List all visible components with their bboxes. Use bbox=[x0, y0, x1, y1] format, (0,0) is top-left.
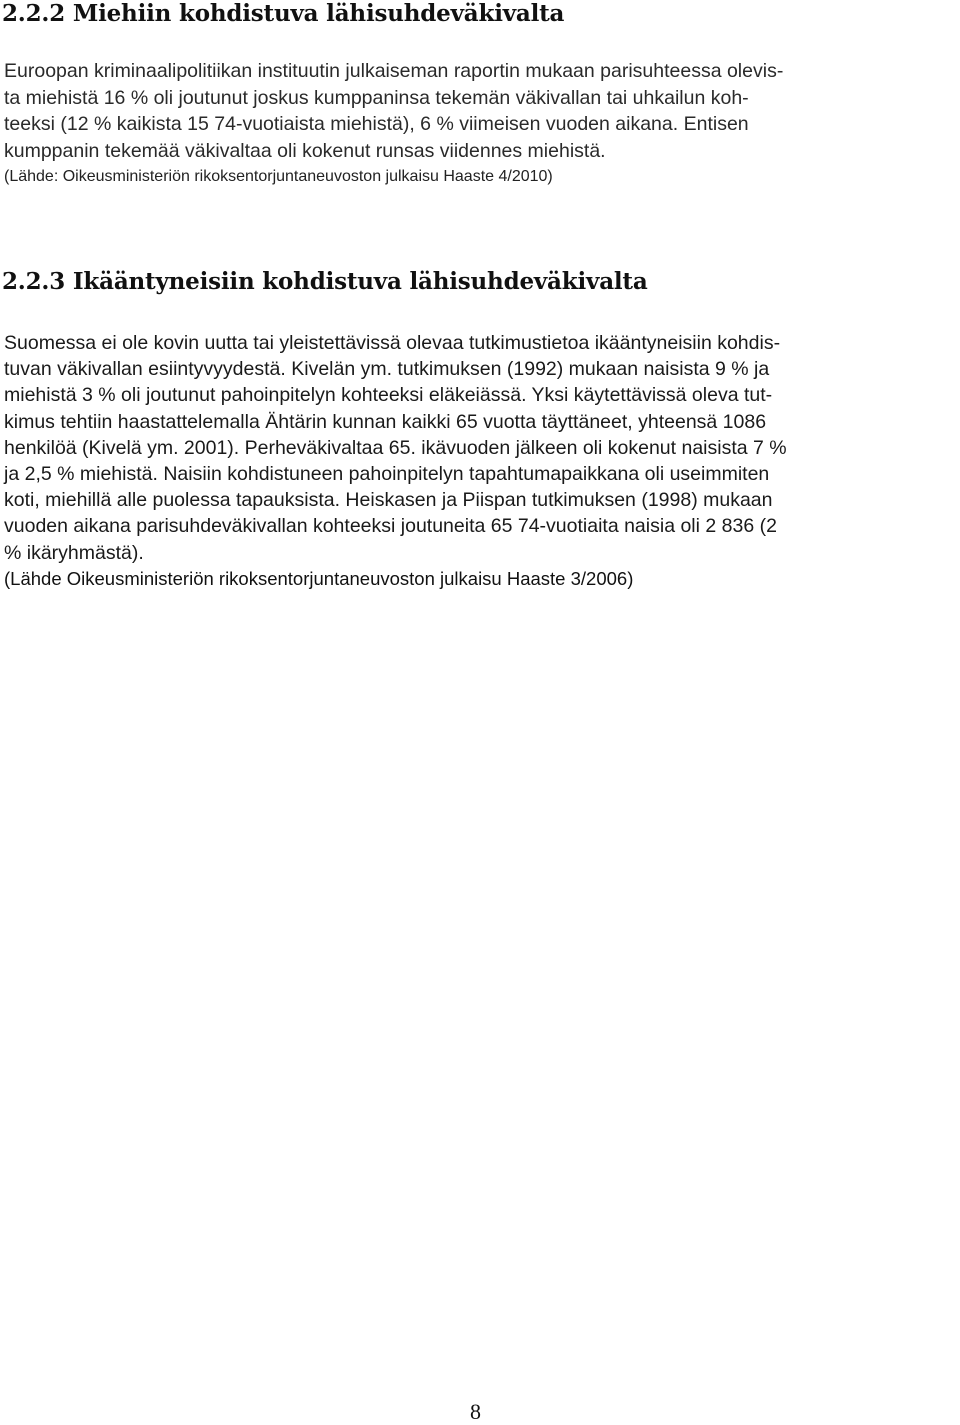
source-citation: (Lähde Oikeusministeriön rikoksentorjuntaneuvoston julkaisu Haaste 3/2006) bbox=[4, 567, 634, 589]
paragraph-line: Suomessa ei ole kovin uutta tai yleistettävissä olevaa tutkimustietoa ikääntyneisiin kohdis- bbox=[4, 332, 781, 354]
paragraph-line: vuoden aikana parisuhdeväkivallan kohteeksi joutuneita 65 74-vuotiaita naisia oli 2 836 (2 bbox=[4, 515, 777, 538]
paragraph-miehiin-kohdistuva bbox=[4, 58, 783, 191]
paragraph-line: teeksi (12 % kaikista 15 74-vuotiaista miehistä), 6 % viimeisen vuoden aikana. Entisen bbox=[4, 113, 749, 135]
paragraph-line: % ikäryhmästä). bbox=[4, 541, 144, 564]
section-heading-2-2-3: 2.2.3 Ikääntyneisiin kohdistuva lähisuhdeväkivalta bbox=[2, 268, 648, 295]
paragraph-line: kumppanin tekemää väkivaltaa oli kokenut runsas viidennes miehistä. bbox=[4, 139, 606, 162]
page-number: 8 bbox=[470, 1399, 481, 1424]
paragraph-line: miehistä 3 % oli joutunut pahoinpitelyn kohteeksi eläkeiässä. Yksi käytettävissä oleva tut- bbox=[4, 384, 773, 407]
paragraph-line: henkilöä (Kivelä ym. 2001). Perheväkivaltaa 65. ikävuoden jälkeen oli kokenut naisista 7 % bbox=[4, 436, 787, 459]
paragraph-line: kimus tehtiin haastattelemalla Ähtärin kunnan kaikki 65 vuotta täyttäneet, yhteensä 1086 bbox=[4, 410, 767, 433]
paragraph-line: ta miehistä 16 % oli joutunut joskus kumppaninsa tekemän väkivallan tai uhkailun koh- bbox=[4, 86, 749, 109]
paragraph-line: koti, miehillä alle puolessa tapauksista. Heiskasen ja Piispan tutkimuksen (1998) mukaan bbox=[4, 489, 773, 512]
paragraph-line: ja 2,5 % miehistä. Naisiin kohdistuneen pahoinpitelyn tapahtumapaikkana oli useimmiten bbox=[4, 463, 770, 486]
section-heading-2-2-2: 2.2.2 Miehiin kohdistuva lähisuhdeväkivalta bbox=[2, 0, 565, 27]
paragraph-line: tuvan väkivallan esiintyvyydestä. Kivelän ym. tutkimuksen (1992) mukaan naisista 9 % ja bbox=[4, 358, 770, 381]
paragraph-ikaantyneisiin-kohdistuva bbox=[4, 330, 787, 592]
paragraph-line: Euroopan kriminaalipolitiikan instituutin julkaiseman raportin mukaan parisuhteessa olevis- bbox=[4, 60, 784, 82]
source-citation: (Lähde: Oikeusministeriön rikoksentorjuntaneuvoston julkaisu Haaste 4/2010) bbox=[4, 168, 553, 185]
